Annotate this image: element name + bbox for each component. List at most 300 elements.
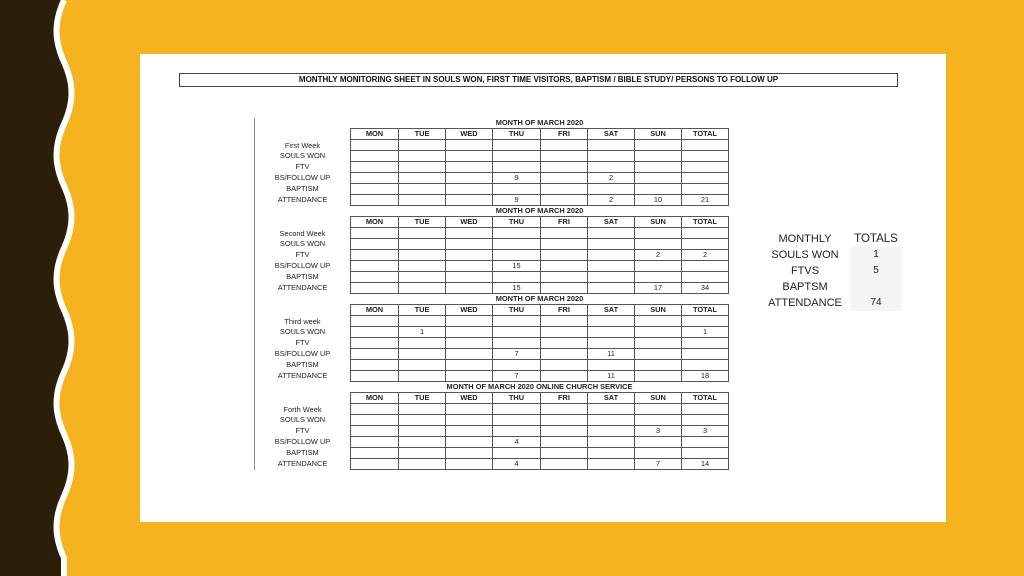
empty-cell: [446, 228, 493, 239]
day-header: SUN: [635, 393, 682, 404]
value-cell: [351, 338, 399, 349]
value-cell: [399, 283, 446, 294]
empty-cell: [446, 140, 493, 151]
value-cell: [541, 371, 588, 382]
empty-cell: [635, 404, 682, 415]
value-cell: [541, 327, 588, 338]
day-header: THU: [493, 217, 541, 228]
spacer-cell: [255, 382, 351, 393]
empty-cell: [446, 316, 493, 327]
day-header: TOTAL: [682, 393, 729, 404]
value-cell: [351, 250, 399, 261]
spacer-cell: [255, 217, 351, 228]
value-cell: [541, 459, 588, 470]
value-cell: [682, 415, 729, 426]
empty-cell: [493, 316, 541, 327]
table-row: [255, 437, 729, 448]
value-cell: [541, 239, 588, 250]
day-header: THU: [493, 129, 541, 140]
week-label: Third week: [255, 316, 351, 327]
value-cell: [635, 239, 682, 250]
day-header: MON: [351, 305, 399, 316]
value-cell: [446, 349, 493, 360]
value-cell: 17: [635, 283, 682, 294]
row-label: BS/FOLLOW UP: [255, 173, 351, 184]
totals-row: [760, 295, 902, 311]
value-cell: [682, 448, 729, 459]
table-row: [255, 283, 729, 294]
value-cell: [541, 283, 588, 294]
value-cell: 14: [682, 459, 729, 470]
row-label: SOULS WON: [255, 327, 351, 338]
value-cell: [588, 426, 635, 437]
value-cell: [541, 360, 588, 371]
value-cell: [351, 239, 399, 250]
day-header: SAT: [588, 129, 635, 140]
row-label: FTV: [255, 162, 351, 173]
content-card: [140, 54, 946, 522]
value-cell: [682, 162, 729, 173]
value-cell: [446, 151, 493, 162]
totals-row: [760, 279, 902, 295]
empty-cell: [399, 140, 446, 151]
monthly-totals-table: [760, 231, 902, 311]
value-cell: [682, 151, 729, 162]
day-header: TOTAL: [682, 305, 729, 316]
value-cell: [446, 173, 493, 184]
empty-cell: [399, 228, 446, 239]
week-label: Second Week: [255, 228, 351, 239]
value-cell: [399, 415, 446, 426]
value-cell: [351, 151, 399, 162]
empty-cell: [588, 316, 635, 327]
monitoring-table: [254, 118, 729, 470]
day-header: SAT: [588, 217, 635, 228]
value-cell: [493, 162, 541, 173]
week-label-row: [255, 404, 729, 415]
row-label: ATTENDANCE: [255, 195, 351, 206]
value-cell: [541, 437, 588, 448]
day-header: WED: [446, 217, 493, 228]
empty-cell: [541, 316, 588, 327]
empty-cell: [682, 140, 729, 151]
week-label: First Week: [255, 140, 351, 151]
spacer-cell: [255, 393, 351, 404]
value-cell: [399, 173, 446, 184]
day-header: SAT: [588, 393, 635, 404]
totals-value: [850, 279, 902, 295]
value-cell: [446, 415, 493, 426]
value-cell: [635, 437, 682, 448]
empty-cell: [541, 140, 588, 151]
totals-value: 1: [850, 247, 902, 263]
value-cell: 10: [635, 195, 682, 206]
value-cell: [446, 162, 493, 173]
row-label: SOULS WON: [255, 151, 351, 162]
totals-label: SOULS WON: [771, 249, 839, 261]
value-cell: 21: [682, 195, 729, 206]
value-cell: [351, 327, 399, 338]
day-header: MON: [351, 393, 399, 404]
value-cell: [446, 360, 493, 371]
table-row: [255, 151, 729, 162]
table-row: [255, 459, 729, 470]
table-row: [255, 261, 729, 272]
value-cell: [446, 250, 493, 261]
day-header-row: [255, 305, 729, 316]
value-cell: [635, 173, 682, 184]
month-header-row: [255, 382, 729, 393]
empty-cell: [588, 228, 635, 239]
value-cell: [446, 184, 493, 195]
value-cell: [635, 184, 682, 195]
day-header: FRI: [541, 217, 588, 228]
row-label: BAPTISM: [255, 360, 351, 371]
empty-cell: [351, 140, 399, 151]
value-cell: [351, 360, 399, 371]
value-cell: [399, 349, 446, 360]
value-cell: [541, 338, 588, 349]
value-cell: [588, 272, 635, 283]
value-cell: [635, 151, 682, 162]
value-cell: [446, 338, 493, 349]
value-cell: [493, 184, 541, 195]
empty-cell: [635, 228, 682, 239]
value-cell: [682, 349, 729, 360]
value-cell: 15: [493, 261, 541, 272]
value-cell: [351, 426, 399, 437]
value-cell: 3: [682, 426, 729, 437]
spacer-cell: [255, 129, 351, 140]
day-header: TUE: [399, 393, 446, 404]
value-cell: 2: [588, 195, 635, 206]
value-cell: [541, 151, 588, 162]
value-cell: [493, 250, 541, 261]
value-cell: [635, 349, 682, 360]
totals-label: ATTENDANCE: [768, 297, 842, 309]
value-cell: [399, 239, 446, 250]
value-cell: [588, 239, 635, 250]
value-cell: [635, 371, 682, 382]
day-header: THU: [493, 393, 541, 404]
value-cell: [541, 261, 588, 272]
row-label: FTV: [255, 250, 351, 261]
value-cell: [493, 426, 541, 437]
day-header: TOTAL: [682, 129, 729, 140]
value-cell: [635, 338, 682, 349]
value-cell: [541, 349, 588, 360]
value-cell: [635, 272, 682, 283]
table-row: [255, 250, 729, 261]
value-cell: 15: [493, 283, 541, 294]
day-header: SUN: [635, 217, 682, 228]
value-cell: 34: [682, 283, 729, 294]
wavy-side-decoration: [0, 0, 110, 576]
totals-row: [760, 247, 902, 263]
value-cell: [446, 459, 493, 470]
table-row: [255, 327, 729, 338]
value-cell: [541, 415, 588, 426]
row-label: ATTENDANCE: [255, 371, 351, 382]
value-cell: [682, 338, 729, 349]
day-header: TUE: [399, 129, 446, 140]
value-cell: 7: [493, 371, 541, 382]
month-label: MONTH OF MARCH 2020: [495, 294, 584, 303]
day-header: FRI: [541, 129, 588, 140]
value-cell: 1: [682, 327, 729, 338]
value-cell: 2: [588, 173, 635, 184]
value-cell: 4: [493, 437, 541, 448]
totals-header-value: TOTALS: [854, 233, 898, 245]
day-header: WED: [446, 129, 493, 140]
month-label: MONTH OF MARCH 2020 ONLINE CHURCH SERVICE: [446, 382, 633, 391]
value-cell: [351, 371, 399, 382]
value-cell: [682, 272, 729, 283]
month-header-row: [255, 118, 729, 129]
value-cell: [399, 437, 446, 448]
value-cell: [682, 261, 729, 272]
totals-value: 74: [850, 295, 902, 311]
table-row: [255, 360, 729, 371]
value-cell: [588, 459, 635, 470]
value-cell: [588, 327, 635, 338]
row-label: BAPTISM: [255, 272, 351, 283]
empty-cell: [682, 404, 729, 415]
row-label: ATTENDANCE: [255, 459, 351, 470]
value-cell: [399, 459, 446, 470]
empty-cell: [493, 140, 541, 151]
value-cell: [541, 184, 588, 195]
day-header: MON: [351, 217, 399, 228]
value-cell: [351, 448, 399, 459]
spacer-cell: [255, 118, 351, 129]
value-cell: [446, 327, 493, 338]
value-cell: [446, 239, 493, 250]
value-cell: [399, 151, 446, 162]
totals-header-label: MONTHLY: [778, 233, 832, 245]
value-cell: [399, 184, 446, 195]
value-cell: [588, 338, 635, 349]
value-cell: [399, 426, 446, 437]
value-cell: [541, 162, 588, 173]
week-label-row: [255, 316, 729, 327]
value-cell: [635, 261, 682, 272]
value-cell: [588, 415, 635, 426]
value-cell: [351, 162, 399, 173]
value-cell: [399, 162, 446, 173]
spacer-cell: [255, 206, 351, 217]
value-cell: [446, 371, 493, 382]
row-label: FTV: [255, 338, 351, 349]
table-row: [255, 415, 729, 426]
value-cell: [682, 360, 729, 371]
value-cell: [588, 448, 635, 459]
value-cell: [493, 239, 541, 250]
value-cell: [351, 349, 399, 360]
value-cell: [399, 360, 446, 371]
day-header: FRI: [541, 305, 588, 316]
empty-cell: [493, 228, 541, 239]
row-label: ATTENDANCE: [255, 283, 351, 294]
value-cell: [682, 437, 729, 448]
totals-value: 5: [850, 263, 902, 279]
totals-header-row: [760, 231, 902, 247]
value-cell: [446, 448, 493, 459]
table-row: [255, 162, 729, 173]
row-label: SOULS WON: [255, 415, 351, 426]
month-label: MONTH OF MARCH 2020: [495, 118, 584, 127]
value-cell: 2: [635, 250, 682, 261]
value-cell: [399, 261, 446, 272]
day-header: MON: [351, 129, 399, 140]
row-label: SOULS WON: [255, 239, 351, 250]
day-header: TOTAL: [682, 217, 729, 228]
row-label: BS/FOLLOW UP: [255, 349, 351, 360]
value-cell: [399, 448, 446, 459]
value-cell: [399, 272, 446, 283]
table-row: [255, 173, 729, 184]
value-cell: [351, 437, 399, 448]
value-cell: 9: [493, 195, 541, 206]
month-label: MONTH OF MARCH 2020: [495, 206, 584, 215]
value-cell: [588, 151, 635, 162]
empty-cell: [493, 404, 541, 415]
day-header: SUN: [635, 129, 682, 140]
table-row: [255, 239, 729, 250]
value-cell: 7: [635, 459, 682, 470]
spacer-cell: [255, 305, 351, 316]
totals-label: FTVS: [790, 265, 820, 277]
empty-cell: [635, 140, 682, 151]
value-cell: [493, 327, 541, 338]
value-cell: [682, 173, 729, 184]
value-cell: [446, 283, 493, 294]
value-cell: [541, 426, 588, 437]
day-header: WED: [446, 305, 493, 316]
value-cell: [588, 184, 635, 195]
value-cell: [682, 239, 729, 250]
value-cell: [399, 250, 446, 261]
value-cell: [493, 448, 541, 459]
day-header: THU: [493, 305, 541, 316]
value-cell: [446, 426, 493, 437]
table-row: [255, 349, 729, 360]
row-label: BAPTISM: [255, 184, 351, 195]
day-header: SAT: [588, 305, 635, 316]
value-cell: [351, 459, 399, 470]
value-cell: [588, 250, 635, 261]
empty-cell: [399, 316, 446, 327]
empty-cell: [541, 228, 588, 239]
day-header: TUE: [399, 305, 446, 316]
empty-cell: [399, 404, 446, 415]
empty-cell: [351, 404, 399, 415]
value-cell: [351, 283, 399, 294]
value-cell: [682, 184, 729, 195]
day-header-row: [255, 393, 729, 404]
value-cell: [446, 261, 493, 272]
row-label: FTV: [255, 426, 351, 437]
value-cell: [493, 338, 541, 349]
week-label-row: [255, 228, 729, 239]
day-header-row: [255, 129, 729, 140]
day-header: FRI: [541, 393, 588, 404]
value-cell: [351, 415, 399, 426]
value-cell: [635, 162, 682, 173]
row-label: BS/FOLLOW UP: [255, 261, 351, 272]
empty-cell: [588, 140, 635, 151]
value-cell: [493, 272, 541, 283]
week-label: Forth Week: [255, 404, 351, 415]
table-row: [255, 184, 729, 195]
value-cell: [446, 195, 493, 206]
value-cell: [588, 360, 635, 371]
value-cell: [351, 184, 399, 195]
value-cell: 11: [588, 349, 635, 360]
value-cell: [541, 250, 588, 261]
day-header: TUE: [399, 217, 446, 228]
empty-cell: [351, 316, 399, 327]
value-cell: [351, 173, 399, 184]
value-cell: [635, 415, 682, 426]
sheet-title: MONTHLY MONITORING SHEET IN SOULS WON, FIRST TIME VISITORS, BAPTISM / BIBLE STUDY/ PERSONS TO FOLLOW UP: [179, 73, 898, 87]
value-cell: [446, 437, 493, 448]
value-cell: 4: [493, 459, 541, 470]
value-cell: [541, 448, 588, 459]
month-header-row: [255, 206, 729, 217]
week-label-row: [255, 140, 729, 151]
value-cell: [588, 283, 635, 294]
table-row: [255, 338, 729, 349]
table-row: [255, 272, 729, 283]
value-cell: [588, 162, 635, 173]
value-cell: 7: [493, 349, 541, 360]
value-cell: [588, 261, 635, 272]
value-cell: [351, 272, 399, 283]
value-cell: [399, 338, 446, 349]
value-cell: [399, 371, 446, 382]
table-row: [255, 195, 729, 206]
empty-cell: [446, 404, 493, 415]
empty-cell: [351, 228, 399, 239]
value-cell: 1: [399, 327, 446, 338]
table-row: [255, 371, 729, 382]
value-cell: 9: [493, 173, 541, 184]
value-cell: [541, 173, 588, 184]
value-cell: [635, 448, 682, 459]
value-cell: [351, 195, 399, 206]
empty-cell: [635, 316, 682, 327]
value-cell: [541, 272, 588, 283]
table-row: [255, 426, 729, 437]
value-cell: 2: [682, 250, 729, 261]
value-cell: [399, 195, 446, 206]
empty-cell: [588, 404, 635, 415]
day-header: WED: [446, 393, 493, 404]
totals-label: BAPTSM: [782, 281, 828, 293]
row-label: BAPTISM: [255, 448, 351, 459]
value-cell: [635, 360, 682, 371]
empty-cell: [682, 228, 729, 239]
value-cell: [635, 327, 682, 338]
spacer-cell: [255, 294, 351, 305]
month-header-row: [255, 294, 729, 305]
value-cell: [493, 151, 541, 162]
value-cell: [588, 437, 635, 448]
value-cell: 11: [588, 371, 635, 382]
value-cell: [493, 415, 541, 426]
value-cell: [351, 261, 399, 272]
